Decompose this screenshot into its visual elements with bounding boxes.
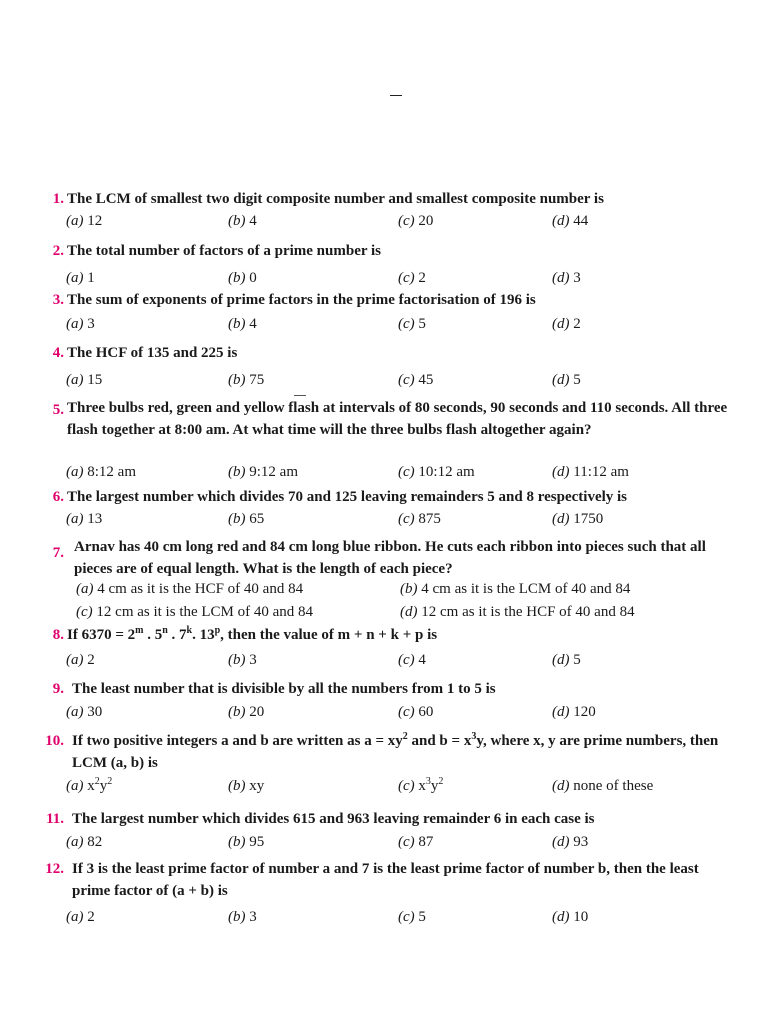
options-11 xyxy=(66,832,746,852)
option-d: (d) 44 xyxy=(552,213,589,229)
question-text: The sum of exponents of prime factors in the prime factorisation of 196 is xyxy=(67,292,536,308)
option-c: (c) 12 cm as it is the LCM of 40 and 84 xyxy=(76,604,314,620)
option-a: (a) 82 xyxy=(66,834,103,850)
question-text: If $6370 = 2^m$ . 5$^n$ . 7$^k$. 13$^p$, then the value of m + n + k + p is xyxy=(67,625,438,643)
option-a: (a) 13 xyxy=(66,511,103,527)
option-c: (c) 875 xyxy=(398,511,441,527)
option-a: (a) 8:12 am xyxy=(66,464,136,480)
question-text: If two positive integers a and b are written as $a = xy^2$ and $b = x^3y$, where x, y are prime numbers, then LCM (a, b) is xyxy=(72,731,719,771)
options-7-row2 xyxy=(76,602,756,622)
option-b: (b) 9:12 am xyxy=(228,464,298,480)
option-b: (b) 4 xyxy=(228,213,257,229)
options-3 xyxy=(66,314,746,334)
question-text: Arnav has 40 cm long red and 84 cm long blue ribbon. He cuts each ribbon into pieces such that all pieces are of equal length. What is the length of each piece? xyxy=(74,539,706,577)
option-b: (b) 75 xyxy=(228,372,265,388)
question-text: The largest number which divides 70 and 125 leaving remainders 5 and 8 respectively is xyxy=(67,489,628,505)
option-d: (d) 12 cm as it is the HCF of 40 and 84 xyxy=(400,604,635,620)
top-dash-mark xyxy=(390,95,402,96)
options-8 xyxy=(66,650,746,670)
option-c: (c) 10:12 am xyxy=(398,464,475,480)
option-c: (c) 5 xyxy=(398,316,426,332)
question-number: 2. xyxy=(52,243,64,259)
option-a: (a) 2 xyxy=(66,909,95,925)
question-number: 10. xyxy=(45,733,64,749)
question-number: 8. xyxy=(52,627,64,643)
option-a: (a) 1 xyxy=(66,270,95,286)
option-a: (a) 15 xyxy=(66,372,103,388)
question-text: If 3 is the least prime factor of number a and 7 is the least prime factor of number b, then the least prime factor of (a + b) is xyxy=(72,861,699,899)
option-c: (c) 5 xyxy=(398,909,426,925)
question-number: 7. xyxy=(52,545,64,561)
option-d: (d) 120 xyxy=(552,704,596,720)
option-b: (b) 0 xyxy=(228,270,257,286)
options-7-row1 xyxy=(76,579,756,599)
option-b: (b) 4 xyxy=(228,316,257,332)
option-d: (d) none of these xyxy=(552,778,654,794)
option-b: (b) xy xyxy=(228,778,265,794)
question-text: The total number of factors of a prime number is xyxy=(67,243,382,259)
question-text: The largest number which divides 615 and 963 leaving remainder 6 in each case is xyxy=(72,811,595,827)
option-c: (c) 87 xyxy=(398,834,434,850)
options-1 xyxy=(66,211,746,231)
options-9 xyxy=(66,702,746,722)
options-5 xyxy=(66,462,746,482)
option-a: (a) $x^2y^2$ xyxy=(66,776,113,794)
question-number: 5. xyxy=(52,402,64,418)
question-text: The LCM of smallest two digit composite number and smallest composite number is xyxy=(67,191,604,207)
option-c: (c) 60 xyxy=(398,704,434,720)
option-b: (b) 20 xyxy=(228,704,265,720)
option-a: (a) 3 xyxy=(66,316,95,332)
options-2 xyxy=(66,268,746,288)
option-d: (d) 1750 xyxy=(552,511,604,527)
option-c: (c) $x^3y^2$ xyxy=(398,776,444,794)
option-a: (a) 2 xyxy=(66,652,95,668)
question-text: The least number that is divisible by all the numbers from 1 to 5 is xyxy=(72,681,496,697)
option-b: (b) 3 xyxy=(228,652,257,668)
option-a: (a) 12 xyxy=(66,213,103,229)
options-10 xyxy=(66,776,746,796)
option-c: (c) 4 xyxy=(398,652,426,668)
question-number: 9. xyxy=(52,681,64,697)
stray-dash-mark xyxy=(294,395,306,396)
option-d: (d) 5 xyxy=(552,372,581,388)
question-text: The HCF of 135 and 225 is xyxy=(67,345,238,361)
option-a: (a) 30 xyxy=(66,704,103,720)
options-4 xyxy=(66,370,746,390)
option-d: (d) 5 xyxy=(552,652,581,668)
option-d: (d) 2 xyxy=(552,316,581,332)
option-d: (d) 10 xyxy=(552,909,589,925)
option-c: (c) 2 xyxy=(398,270,426,286)
option-b: (b) 3 xyxy=(228,909,257,925)
option-b: (b) 4 cm as it is the LCM of 40 and 84 xyxy=(400,581,631,597)
option-d: (d) 11:12 am xyxy=(552,464,629,480)
question-number: 11. xyxy=(46,811,64,827)
option-b: (b) 95 xyxy=(228,834,265,850)
option-d: (d) 93 xyxy=(552,834,589,850)
option-b: (b) 65 xyxy=(228,511,265,527)
options-12 xyxy=(66,907,746,927)
question-number: 12. xyxy=(45,861,64,877)
question-number: 6. xyxy=(52,489,64,505)
option-c: (c) 20 xyxy=(398,213,434,229)
question-text: Three bulbs red, green and yellow flash at intervals of 80 seconds, 90 seconds and 110 seconds. All three flash together at 8:00 am. At what time will the three bulbs flash altogether again? xyxy=(67,400,728,438)
options-6 xyxy=(66,509,746,529)
question-number: 4. xyxy=(52,345,64,361)
question-number: 1. xyxy=(52,191,64,207)
option-d: (d) 3 xyxy=(552,270,581,286)
option-a: (a) 4 cm as it is the HCF of 40 and 84 xyxy=(76,581,304,597)
option-c: (c) 45 xyxy=(398,372,434,388)
question-number: 3. xyxy=(52,292,64,308)
